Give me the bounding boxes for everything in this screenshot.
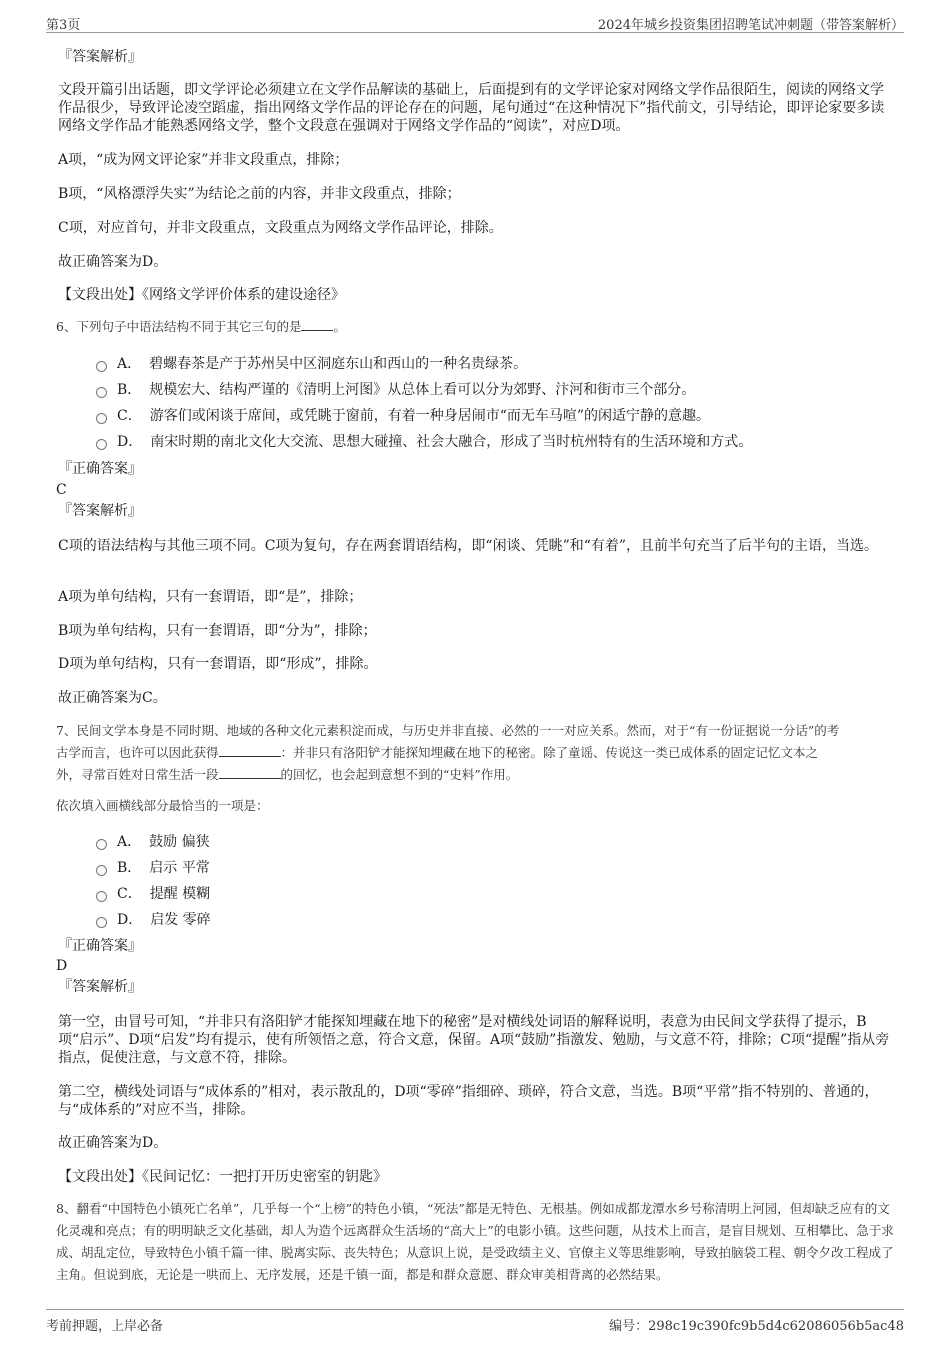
source-7: 【文段出处】《民间记忆：一把打开历史密室的钥匙》	[58, 1169, 387, 1185]
option-text: 提醒 模糊	[149, 886, 211, 902]
option-text: 启发 零碎	[150, 912, 211, 928]
option-text: 鼓励 偏狭	[149, 834, 210, 850]
answer-blank	[301, 318, 333, 331]
radio-icon[interactable]	[96, 439, 107, 450]
q6-option-b[interactable]	[96, 381, 896, 399]
option-letter: C．	[117, 886, 142, 902]
answer-blank	[219, 744, 281, 757]
document-serial: 编号：298c19c390fc9b5d4c62086056b5ac48	[609, 1319, 904, 1334]
analysis-text-7-second-blank: 第二空，横线处词语与“成体系的”相对，表示散乱的，D项“零碎”指细碎、琐碎，符合文意，当选。B项“平常”指不特别的、普通的，与“成体系的”对应不当，排除。	[58, 1084, 879, 1118]
option-text: 启示 平常	[149, 860, 210, 876]
option-letter: A．	[117, 356, 142, 372]
q7-option-a[interactable]	[96, 833, 896, 851]
radio-icon[interactable]	[96, 413, 107, 424]
q7-option-d[interactable]	[96, 911, 896, 929]
q7-option-b[interactable]	[96, 859, 896, 877]
stem-text: ：并非只有洛阳铲才能探知埋藏在地下的秘密。除了童谣、传说这一类已成体系的固定记忆文本之	[280, 745, 819, 760]
stem-text: 古学而言，也许可以因此获得	[56, 745, 219, 760]
analysis-label-6: 『答案解析』	[58, 503, 142, 519]
q6-option-a[interactable]	[96, 355, 896, 373]
radio-icon[interactable]	[96, 387, 107, 398]
analysis-label-7: 『答案解析』	[58, 979, 142, 995]
answer-label-6: 『正确答案』	[58, 461, 142, 477]
analysis-b-5: B项，“风格漂浮失实”为结论之前的内容，并非文段重点，排除；	[58, 186, 461, 202]
option-letter: D．	[117, 912, 143, 928]
q7-option-c[interactable]	[96, 885, 896, 903]
analysis-label-5: 『答案解析』	[58, 49, 142, 65]
conclusion-6: 故正确答案为C。	[58, 690, 167, 706]
option-letter: A．	[117, 834, 142, 850]
option-letter: B．	[117, 382, 142, 398]
q6-option-d[interactable]	[96, 433, 896, 451]
page-footer	[46, 1309, 904, 1332]
question-7-stem-line-2	[56, 742, 896, 764]
question-7-stem-line-1: 7、民间文学本身是不同时期、地域的各种文化元素积淀而成，与历史并非直接、必然的一一对应关系。然而，对于“有一份证据说一分话”的考	[56, 723, 840, 738]
radio-icon[interactable]	[96, 917, 107, 928]
question-7-stem-line-3	[56, 764, 896, 786]
question-7-prompt: 依次填入画横线部分最恰当的一项是：	[56, 798, 269, 813]
radio-icon[interactable]	[96, 891, 107, 902]
answer-label-7: 『正确答案』	[58, 938, 142, 954]
analysis-d-6: D项为单句结构，只有一套谓语，即“形成”，排除。	[58, 656, 378, 672]
radio-icon[interactable]	[96, 865, 107, 876]
option-letter: D．	[117, 434, 143, 450]
analysis-c-5: C项，对应首句，并非文段重点，文段重点为网络文学作品评论，排除。	[58, 220, 503, 236]
analysis-b-6: B项为单句结构，只有一套谓语，即“分为”，排除；	[58, 623, 377, 639]
answer-6: C	[56, 482, 67, 498]
option-letter: C．	[117, 408, 142, 424]
analysis-a-5: A项，“成为网文评论家”并非文段重点，排除；	[58, 152, 349, 168]
radio-icon[interactable]	[96, 361, 107, 372]
question-6-stem-text: 6、下列句子中语法结构不同于其它三句的是	[56, 319, 302, 334]
analysis-text-5: 文段开篇引出话题，即文学评论必须建立在文学作品解读的基础上，后面提到有的文学评论家对网络文学作品很陌生，阅读的网络文学作品很少，导致评论凌空蹈虚，指出网络文学作品的评论存在的问题，尾句通过“在这种情况下”指代前文，引导结论，即评论家要多读网络文学作品才能熟悉网络文学，整个文段意在强调对于网络文学作品的“阅读”，对应D项。	[58, 82, 885, 134]
question-8-stem: 8、翻看“中国特色小镇死亡名单”，几乎每一个“上榜”的特色小镇，“死法”都是无特色、无根基。例如成都龙潭水乡号称清明上河园，但却缺乏应有的文化灵魂和亮点；有的明明缺乏文化基础，却人为造个远离群众生活场的“高大上”的电影小镇。这些问题，从技术上而言，是盲目规划、互相攀比、急于求成、胡乱定位，导致特色小镇千篇一律、脱离实际、丧失特色；从意识上说，是受政绩主义、官僚主义等思维影响，导致拍脑袋工程、朝令夕改工程成了主角。但说到底，无论是一哄而上、无序发展，还是千镇一面，都是和群众意愿、群众审美相背离的必然结果。	[56, 1201, 894, 1282]
option-text: 规模宏大、结构严谨的《清明上河图》从总体上看可以分为郊野、汴河和街市三个部分。	[149, 382, 696, 398]
question-6-stem-end: 。	[333, 319, 346, 334]
page-number: 第3页	[46, 18, 81, 33]
question-6-stem	[56, 316, 896, 338]
answer-7: D	[56, 958, 68, 974]
analysis-text-6: C项的语法结构与其他三项不同。C项为复句，存在两套谓语结构，即“闲谈、凭眺”和“有着”，且前半句充当了后半句的主语，当选。	[58, 538, 879, 554]
stem-text: 外，寻常百姓对日常生活一段	[56, 767, 219, 782]
option-letter: B．	[117, 860, 142, 876]
answer-blank	[219, 766, 281, 779]
analysis-text-7-first-blank: 第一空，由冒号可知，“并非只有洛阳铲才能探知埋藏在地下的秘密”是对横线处词语的解释说明，表意为由民间文学获得了提示，B项“启示”、D项“启发”均有提示，使有所领悟之意，符合文意，保留。A项“鼓励”指激发、勉励，与文意不符，排除；C项“提醒”指从旁指点，促使注意，与文意不符，排除。	[58, 1014, 890, 1066]
stem-text: 的回忆，也会起到意想不到的“史料”作用。	[280, 767, 519, 782]
source-5: 【文段出处】《网络文学评价体系的建设途径》	[58, 287, 345, 303]
document-title: 2024年城乡投资集团招聘笔试冲刺题（带答案解析）	[597, 18, 904, 33]
conclusion-7: 故正确答案为D。	[58, 1135, 168, 1151]
radio-icon[interactable]	[96, 839, 107, 850]
conclusion-5: 故正确答案为D。	[58, 254, 168, 270]
footer-slogan: 考前押题，上岸必备	[46, 1319, 164, 1334]
option-text: 游客们或闲谈于席间，或凭眺于窗前，有着一种身居闹市“而无车马喧”的闲适宁静的意趣。	[149, 408, 711, 424]
option-text: 南宋时期的南北文化大交流、思想大碰撞、社会大融合，形成了当时杭州特有的生活环境和方式。	[150, 434, 753, 450]
q6-option-c[interactable]	[96, 407, 896, 425]
option-text: 碧螺春茶是产于苏州吴中区洞庭东山和西山的一种名贵绿茶。	[149, 356, 528, 372]
analysis-a-6: A项为单句结构，只有一套谓语，即“是”，排除；	[58, 589, 363, 605]
